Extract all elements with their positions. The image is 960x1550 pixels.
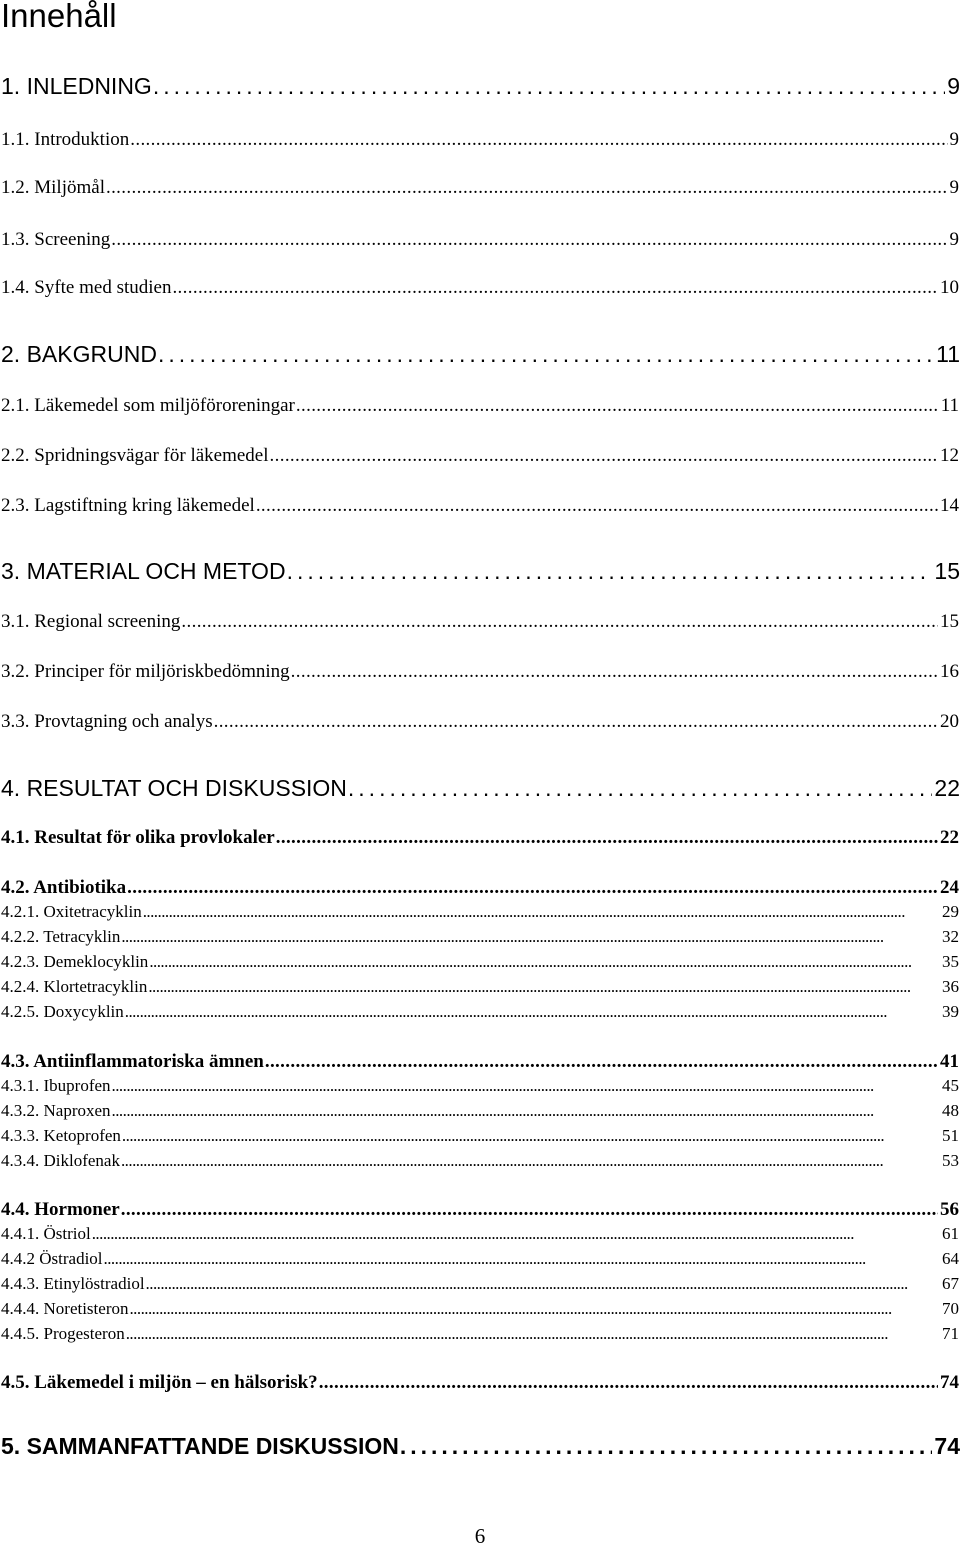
dot-leader <box>214 709 938 735</box>
toc-entry-4-2-4[interactable] <box>1 975 959 999</box>
dot-leader <box>104 1247 940 1271</box>
dot-leader <box>296 393 939 419</box>
toc-entry-label: 2. BAKGRUND <box>1 341 157 367</box>
toc-entry-4-2[interactable] <box>1 875 959 901</box>
toc-entry-page: 9 <box>947 73 960 99</box>
toc-entry-4-4-3[interactable] <box>1 1272 959 1296</box>
toc-entry-2-3[interactable] <box>1 493 959 519</box>
toc-entry-page: 16 <box>940 661 959 682</box>
dot-leader <box>121 1197 938 1223</box>
toc-entry-4-4-1[interactable] <box>1 1222 959 1246</box>
toc-entry-label: 4.3. Antiinflammatoriska ämnen <box>1 1051 264 1072</box>
toc-entry-page: 29 <box>942 902 959 921</box>
toc-entry-label: 4.1. Resultat för olika provlokaler <box>1 827 275 848</box>
toc-entry-label: 4.2.5. Doxycyklin <box>1 1002 124 1021</box>
dot-leader <box>319 1370 938 1396</box>
toc-entry-page: 45 <box>942 1076 959 1095</box>
toc-entry-page: 11 <box>936 341 960 367</box>
toc-entry-label: 1.2. Miljömål <box>1 177 105 198</box>
dot-leader <box>153 71 945 101</box>
toc-entry-label: 4.2.3. Demeklocyklin <box>1 952 149 971</box>
toc-entry-label: 1.3. Screening <box>1 229 111 250</box>
toc-entry-2[interactable] <box>1 339 960 369</box>
toc-entry-label: 4.3.4. Diklofenak <box>1 1151 120 1170</box>
toc-entry-page: 71 <box>942 1324 959 1343</box>
toc-entry-3-2[interactable] <box>1 659 959 685</box>
dot-leader <box>148 975 940 999</box>
toc-entry-label: 4.4. Hormoner <box>1 1199 120 1220</box>
dot-leader <box>111 227 947 253</box>
toc-entry-page: 11 <box>940 395 959 416</box>
toc-entry-label: 2.3. Lagstiftning kring läkemedel <box>1 495 255 516</box>
toc-entry-4[interactable] <box>1 773 960 803</box>
dot-leader <box>348 773 932 803</box>
toc-entry-label: 5. SAMMANFATTANDE DISKUSSION <box>1 1433 399 1459</box>
toc-entry-page: 53 <box>942 1151 959 1170</box>
toc-entry-page: 14 <box>940 495 959 516</box>
toc-entry-label: 4.3.3. Ketoprofen <box>1 1126 121 1145</box>
toc-entry-4-3-3[interactable] <box>1 1124 959 1148</box>
toc-entry-page: 70 <box>942 1299 959 1318</box>
page-title: Innehåll <box>1 0 117 34</box>
dot-leader <box>287 556 933 586</box>
toc-entry-label: 4.3.2. Naproxen <box>1 1101 111 1120</box>
toc-entry-1-4[interactable] <box>1 275 959 301</box>
toc-entry-4-2-2[interactable] <box>1 925 959 949</box>
toc-entry-4-3[interactable] <box>1 1049 959 1075</box>
dot-leader <box>125 1000 940 1024</box>
toc-entry-label: 4.4.2 Östradiol <box>1 1249 103 1268</box>
dot-leader <box>143 900 940 924</box>
toc-entry-4-1[interactable] <box>1 825 959 851</box>
toc-entry-page: 56 <box>940 1199 959 1220</box>
dot-leader <box>129 1297 940 1321</box>
dot-leader <box>276 825 938 851</box>
toc-entry-label: 4.5. Läkemedel i miljön – en hälsorisk? <box>1 1372 318 1393</box>
dot-leader <box>112 1099 940 1123</box>
toc-entry-label: 3.3. Provtagning och analys <box>1 711 213 732</box>
toc-entry-label: 4.2.4. Klortetracyklin <box>1 977 148 996</box>
toc-entry-page: 74 <box>934 1433 960 1459</box>
dot-leader <box>122 1124 940 1148</box>
toc-entry-4-4-2[interactable] <box>1 1247 959 1271</box>
toc-entry-label: 4.2.2. Tetracyklin <box>1 927 121 946</box>
toc-entry-label: 3. MATERIAL OCH METOD <box>1 558 286 584</box>
toc-entry-label: 4.4.1. Östriol <box>1 1224 91 1243</box>
toc-entry-page: 9 <box>949 229 959 250</box>
dot-leader <box>126 1322 940 1346</box>
dot-leader <box>146 1272 940 1296</box>
toc-entry-4-2-3[interactable] <box>1 950 959 974</box>
toc-entry-label: 4.4.4. Noretisteron <box>1 1299 129 1318</box>
toc-entry-label: 4.3.1. Ibuprofen <box>1 1076 111 1095</box>
toc-entry-3-3[interactable] <box>1 709 959 735</box>
toc-entry-label: 1.4. Syfte med studien <box>1 277 172 298</box>
toc-entry-page: 10 <box>940 277 959 298</box>
toc-entry-4-3-2[interactable] <box>1 1099 959 1123</box>
toc-entry-page: 9 <box>949 177 959 198</box>
toc-entry-page: 32 <box>942 927 959 946</box>
dot-leader <box>121 925 940 949</box>
toc-entry-3[interactable] <box>1 556 960 586</box>
dot-leader <box>172 275 938 301</box>
dot-leader <box>270 443 938 469</box>
toc-entry-label: 4. RESULTAT OCH DISKUSSION <box>1 775 347 801</box>
dot-leader <box>158 339 934 369</box>
toc-entry-1-3[interactable] <box>1 227 959 253</box>
toc-entry-page: 39 <box>942 1002 959 1021</box>
toc-entry-label: 1. INLEDNING <box>1 73 152 99</box>
toc-entry-label: 3.1. Regional screening <box>1 611 181 632</box>
dot-leader <box>92 1222 940 1246</box>
dot-leader <box>127 875 938 901</box>
toc-entry-4-3-4[interactable] <box>1 1149 959 1173</box>
dot-leader <box>256 493 938 519</box>
toc-entry-page: 51 <box>942 1126 959 1145</box>
toc-entry-1[interactable] <box>1 71 960 101</box>
toc-entry-label: 4.4.3. Etinylöstradiol <box>1 1274 145 1293</box>
toc-entry-page: 9 <box>949 129 959 150</box>
toc-entry-page: 15 <box>940 611 959 632</box>
toc-entry-2-1[interactable] <box>1 393 959 419</box>
toc-entry-4-5[interactable] <box>1 1370 959 1396</box>
toc-entry-page: 15 <box>934 558 960 584</box>
toc-entry-2-2[interactable] <box>1 443 959 469</box>
page-number: 6 <box>474 1524 486 1548</box>
dot-leader <box>400 1431 933 1461</box>
toc-entry-label: 1.1. Introduktion <box>1 129 130 150</box>
dot-leader <box>181 609 938 635</box>
dot-leader <box>121 1149 940 1173</box>
dot-leader <box>149 950 940 974</box>
toc-entry-4-2-1[interactable] <box>1 900 959 924</box>
toc-entry-5[interactable] <box>1 1431 960 1461</box>
toc-entry-4-4-5[interactable] <box>1 1322 959 1346</box>
toc-entry-page: 22 <box>940 827 959 848</box>
dot-leader <box>106 175 948 201</box>
toc-entry-label: 4.2. Antibiotika <box>1 877 127 898</box>
toc-entry-page: 74 <box>940 1372 959 1393</box>
toc-entry-page: 20 <box>940 711 959 732</box>
dot-leader <box>130 127 947 153</box>
toc-entry-page: 35 <box>942 952 959 971</box>
toc-entry-page: 36 <box>942 977 959 996</box>
toc-entry-page: 12 <box>940 445 959 466</box>
dot-leader <box>265 1049 938 1075</box>
toc-entry-4-4[interactable] <box>1 1197 959 1223</box>
toc-entry-4-2-5[interactable] <box>1 1000 959 1024</box>
toc-entry-page: 48 <box>942 1101 959 1120</box>
toc-entry-4-3-1[interactable] <box>1 1074 959 1098</box>
toc-entry-label: 2.2. Spridningsvägar för läkemedel <box>1 445 269 466</box>
toc-entry-page: 61 <box>942 1224 959 1243</box>
toc-entry-label: 3.2. Principer för miljöriskbedömning <box>1 661 290 682</box>
toc-entry-label: 4.4.5. Progesteron <box>1 1324 125 1343</box>
toc-entry-4-4-4[interactable] <box>1 1297 959 1321</box>
toc-entry-page: 41 <box>940 1051 959 1072</box>
dot-leader <box>291 659 938 685</box>
toc-entry-page: 24 <box>940 877 959 898</box>
toc-entry-1-2[interactable] <box>1 175 959 201</box>
dot-leader <box>112 1074 940 1098</box>
toc-entry-page: 22 <box>934 775 960 801</box>
toc-entry-label: 4.2.1. Oxitetracyklin <box>1 902 142 921</box>
toc-entry-page: 64 <box>942 1249 959 1268</box>
toc-entry-3-1[interactable] <box>1 609 959 635</box>
toc-entry-page: 67 <box>942 1274 959 1293</box>
toc-entry-label: 2.1. Läkemedel som miljöföroreningar <box>1 395 295 416</box>
toc-entry-1-1[interactable] <box>1 127 959 153</box>
